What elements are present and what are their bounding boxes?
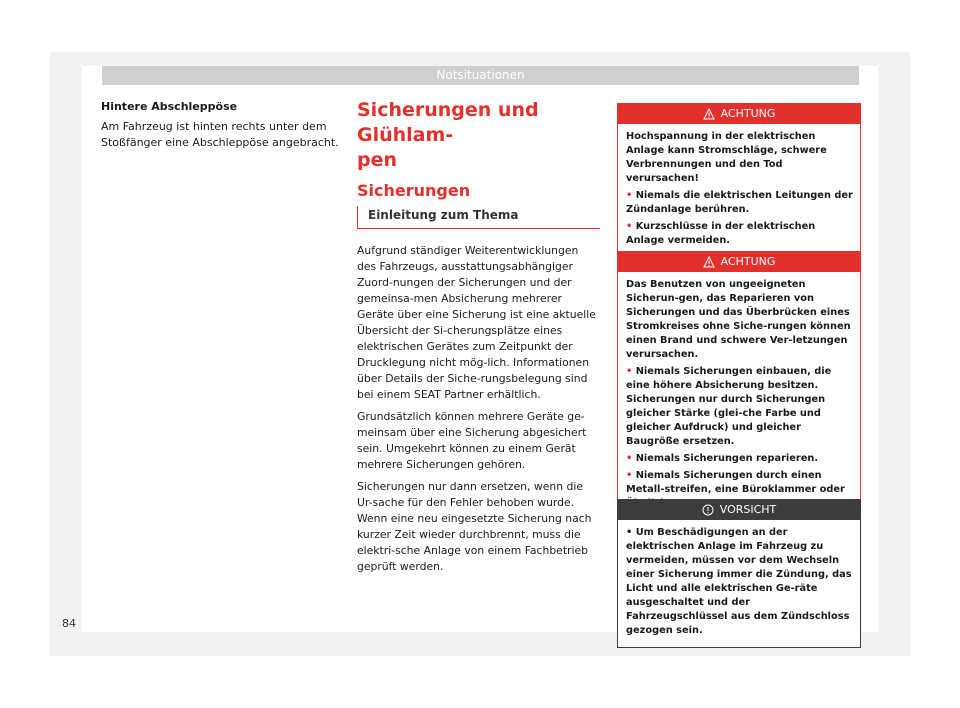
warning-intro: Hochspannung in der elektrischen Anlage kann Stromschläge, schwere Verbrennungen und den Tod verursachen! xyxy=(626,131,827,184)
middle-column xyxy=(357,98,600,581)
paragraph: Am Fahrzeug ist hinten rechts unter dem Stoßfänger eine Abschleppöse angebracht. xyxy=(101,120,339,149)
page-number: 84 xyxy=(62,617,76,630)
warning-header xyxy=(618,252,860,272)
warning-body xyxy=(618,124,860,257)
notice-box xyxy=(617,499,861,648)
warning-bullet: • Niemals Sicherungen einbauen, die eine höhere Absicherung besitzen. Sicherungen nur durch Sicherungen gleicher Stärke (glei-che Farbe und gleicher Aufdruck) und gleicher Baugröße ersetzen. xyxy=(626,366,832,447)
notice-body xyxy=(618,520,860,647)
left-column xyxy=(101,100,341,151)
warning-bullet: • Niemals Sicherungen reparieren. xyxy=(626,453,819,464)
page-header: Notsituationen xyxy=(102,66,859,85)
chapter-title-line1: Sicherungen und Glühlam- xyxy=(357,99,539,146)
chapter-title xyxy=(357,98,600,173)
chapter-title-line2: pen xyxy=(357,149,398,171)
warning-box xyxy=(617,251,861,521)
warning-bullet: • Niemals Sicherungen durch einen Metall-streifen, eine Büroklammer oder xyxy=(626,470,845,495)
warning-bullet: • Kurzschlüsse in der elektrischen Anlage vermeiden. xyxy=(626,221,816,246)
warning-triangle-icon xyxy=(703,256,715,268)
notice-header xyxy=(618,500,860,520)
paragraph: Sicherungen nur dann ersetzen, wenn die Ur-sache für den Fehler behoben wurde. Wenn eine neu eingesetzte Sicherung nach kurzer Zeit wieder durchbrennt, muss die elektri-sche Anlage von einem Fachbetrieb geprüft werden. xyxy=(357,480,592,573)
info-circle-icon xyxy=(702,504,714,516)
paragraph: Aufgrund ständiger Weiterentwicklungen des Fahrzeugs, ausstattungsabhängiger Zuord-nungen der Sicherungen und der gemeinsa-men Absicherung mehrerer Geräte über eine Sicherung ist eine aktuelle Übersicht der Si-cherungsplätze eines elektrischen Gerätes zum Zeitpunkt der Drucklegung nicht mög-lich. Informationen über Details der Siche-rungsbelegung sind bei einem SEAT Partner erhältlich. xyxy=(357,244,596,401)
paragraph: Grundsätzlich können mehrere Geräte ge-meinsam über eine Sicherung abgesichert sein. Umgekehrt können zu einem Gerät mehrere Sicherungen gehören. xyxy=(357,410,587,471)
subsection-title: Einleitung zum Thema xyxy=(357,206,600,229)
warning-body xyxy=(618,272,860,520)
section-heading: Hintere Abschleppöse xyxy=(101,100,238,113)
warning-triangle-icon xyxy=(703,108,715,120)
notice-label: VORSICHT xyxy=(719,503,777,516)
warning-box xyxy=(617,103,861,258)
section-title: Sicherungen xyxy=(357,181,471,200)
warning-header xyxy=(618,104,860,124)
warning-label: ACHTUNG xyxy=(720,255,776,268)
notice-bullet: • Um Beschädigungen an der elektrischen Anlage im Fahrzeug zu vermeiden, müssen vor dem Wechseln einer Sicherung immer die Zündung, das Licht und alle elektrischen Ge-räte ausgeschaltet und der Fahrzeugschlüssel aus dem Zündschloss gezogen sein. xyxy=(626,527,852,636)
warning-intro: Das Benutzen von ungeeigneten Sicherun-gen, das Reparieren von Sicherungen und das Überbrücken eines Stromkreises ohne Siche-rungen können einen Brand und schwere Ver-letzungen verursachen. xyxy=(626,279,851,360)
warning-bullet: • Niemals die elektrischen Leitungen der Zündanlage berühren. xyxy=(626,190,853,215)
warning-label: ACHTUNG xyxy=(720,107,776,120)
